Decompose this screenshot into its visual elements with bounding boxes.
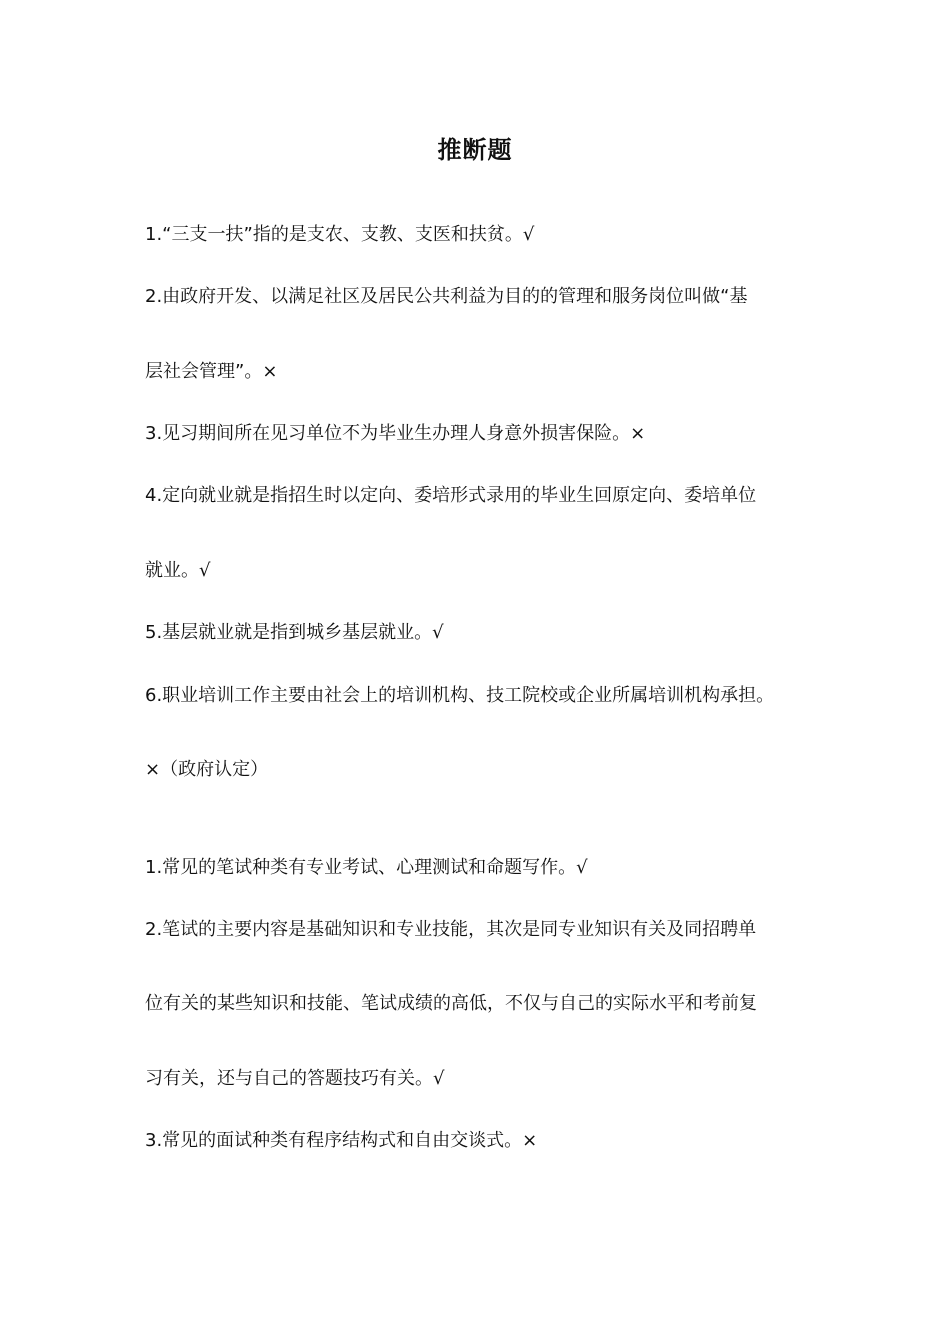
question-line: ×（政府认定）: [145, 759, 269, 780]
question-line: 5.基层就业就是指到城乡基层就业。√: [145, 622, 444, 643]
question-line: 2.由政府开发、以满足社区及居民公共利益为目的的管理和服务岗位叫做“基: [145, 286, 748, 307]
question-line: 1.常见的笔试种类有专业考试、心理测试和命题写作。√: [145, 857, 588, 878]
question-line: 层社会管理”。×: [145, 361, 278, 382]
question-line: 3.见习期间所在见习单位不为毕业生办理人身意外损害保险。×: [145, 423, 646, 444]
question-line: 习有关，还与自己的答题技巧有关。√: [145, 1068, 445, 1089]
question-line: 就业。√: [145, 560, 211, 581]
question-line: 1.“三支一扶”指的是支农、支教、支医和扶贫。√: [145, 224, 535, 245]
question-line: 4.定向就业就是指招生时以定向、委培形式录用的毕业生回原定向、委培单位: [145, 485, 757, 506]
question-line: 6.职业培训工作主要由社会上的培训机构、技工院校或企业所属培训机构承担。: [145, 685, 775, 706]
question-line: 3.常见的面试种类有程序结构式和自由交谈式。×: [145, 1130, 538, 1151]
question-line: 位有关的某些知识和技能、笔试成绩的高低，不仅与自己的实际水平和考前复: [145, 993, 757, 1014]
page-title: 推断题: [437, 136, 513, 164]
question-line: 2.笔试的主要内容是基础知识和专业技能，其次是同专业知识有关及同招聘单: [145, 919, 757, 940]
